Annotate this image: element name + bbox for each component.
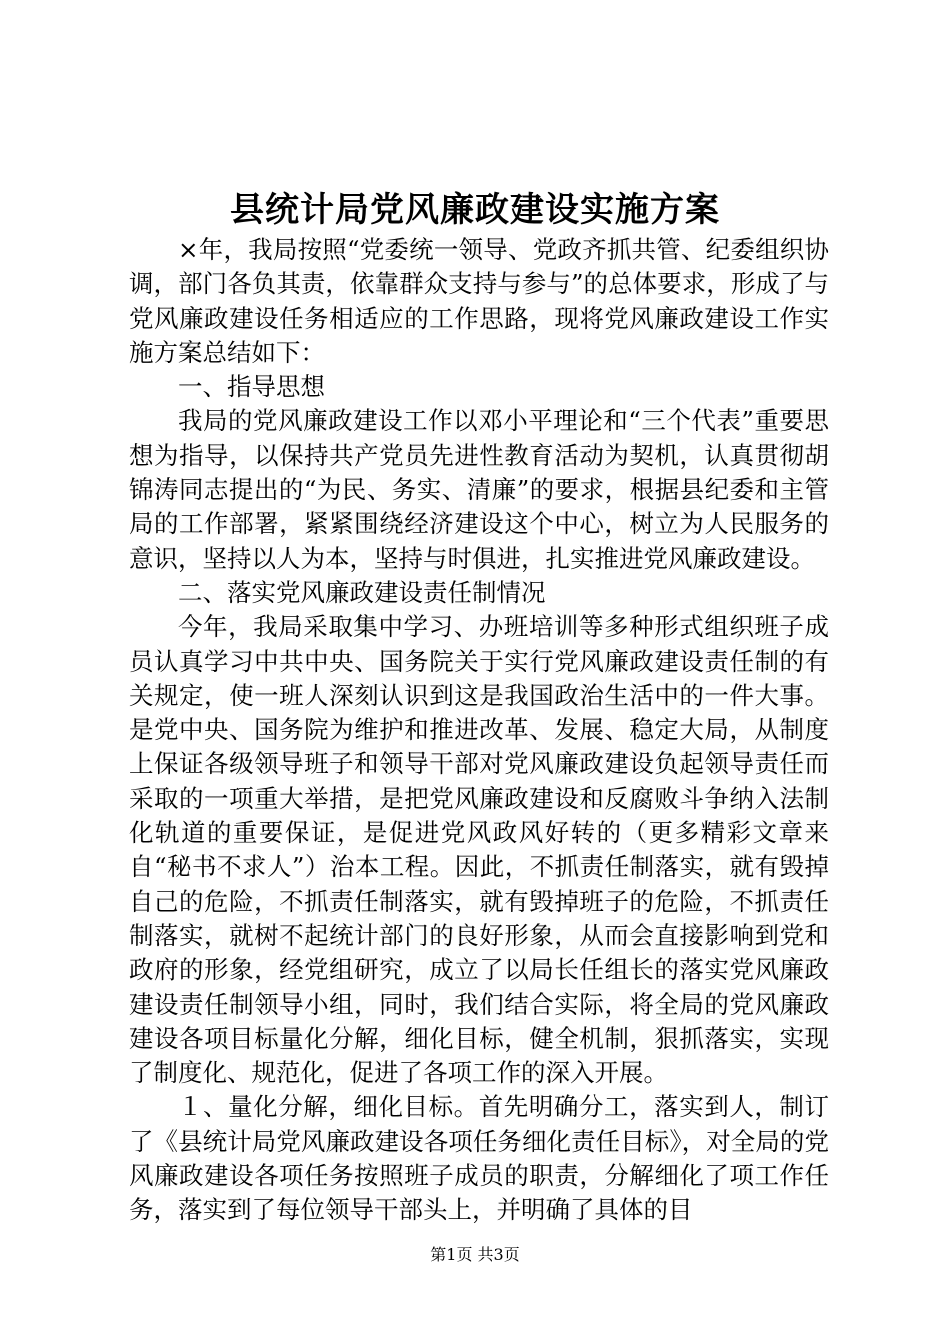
- heading-responsibility-system: 二、落实党风廉政建设责任制情况: [178, 577, 546, 607]
- document-body: [129, 233, 829, 1228]
- paragraph-intro: ×年，我局按照“党委统一领导、党政齐抓共管、纪委组织协调，部门各负其责，依靠群众支持与参与”的总体要求，形成了与党风廉政建设任务相适应的工作思路，现将党风廉政建设工作实施方案总结如下：: [129, 235, 829, 367]
- heading-guiding-ideology: 一、指导思想: [178, 372, 325, 402]
- paragraph-responsibility-system: 今年，我局采取集中学习、办班培训等多种形式组织班子成员认真学习中共中央、国务院关于实行党风廉政建设责任制的有关规定，使一班人深刻认识到这是我国政治生活中的一件大事。是党中央、国务院为维护和推进改革、发展、稳定大局，从制度上保证各级领导班子和领导干部对党风廉政建设负起领导责任而采取的一项重大举措，是把党风廉政建设和反腐败斗争纳入法制化轨道的重要保证，是促进党风政风好转的（更多精彩文章来自“秘书不求人”）治本工程。因此，不抓责任制落实，就有毁掉自己的危险，不抓责任制落实，就有毁掉班子的危险，不抓责任制落实，就树不起统计部门的良好形象，从而会直接影响到党和政府的形象，经党组研究，成立了以局长任组长的落实党风廉政建设责任制领导小组，同时，我们结合实际，将全局的党风廉政建设各项目标量化分解，细化目标，健全机制，狠抓落实，实现了制度化、规范化，促进了各项工作的深入开展。: [129, 612, 829, 1088]
- document-title: 县统计局党风廉政建设实施方案: [230, 190, 720, 230]
- page-footer: 第1页 共3页: [430, 1245, 520, 1264]
- paragraph-guiding-ideology: 我局的党风廉政建设工作以邓小平理论和“三个代表”重要思想为指导，以保持共产党员先进性教育活动为契机，认真贯彻胡锦涛同志提出的“为民、务实、清廉”的要求，根据县纪委和主管局的工作部署，紧紧围绕经济建设这个中心，树立为人民服务的意识，坚持以人为本，坚持与时俱进，扎实推进党风廉政建设。: [129, 406, 829, 573]
- paragraph-quantify-targets: １、量化分解，细化目标。首先明确分工，落实到人，制订了《县统计局党风廉政建设各项任务细化责任目标》，对全局的党风廉政建设各项任务按照班子成员的职责，分解细化了项工作任务，落实到了每位领导干部头上，并明确了具体的目: [129, 1092, 829, 1225]
